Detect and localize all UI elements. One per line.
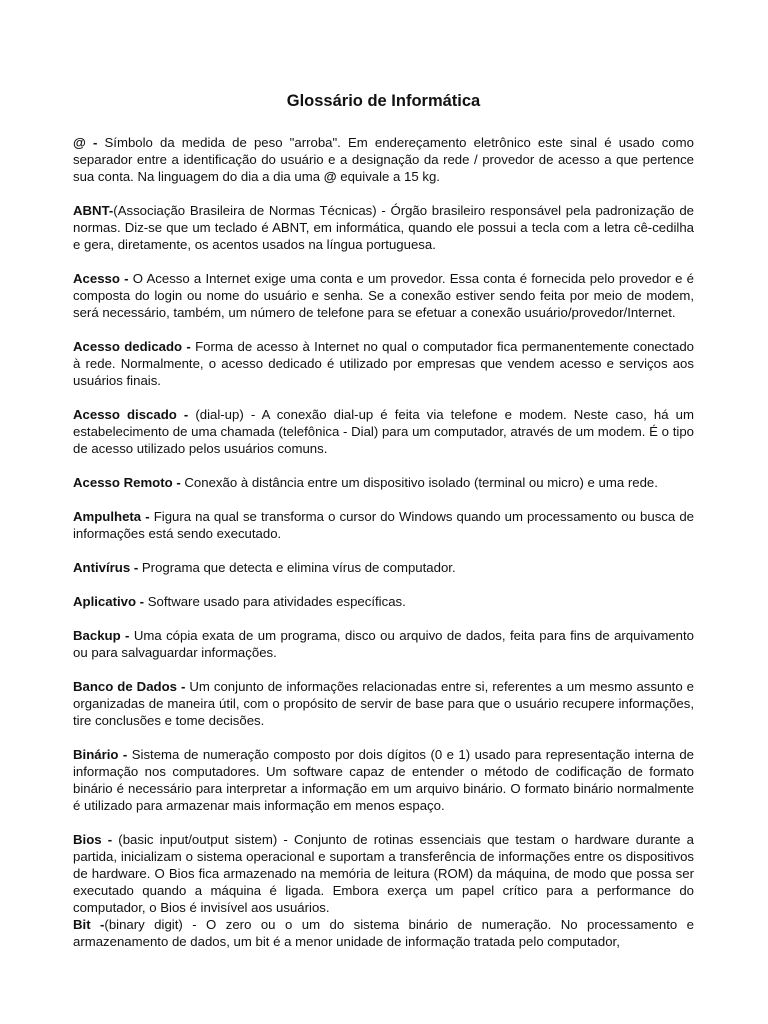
- glossary-entry-bit: [73, 916, 694, 950]
- document-page: [73, 88, 694, 950]
- glossary-entry-abnt: [73, 202, 694, 253]
- glossary-entry-acesso-remoto: [73, 474, 694, 491]
- entry-term: Acesso discado -: [73, 407, 189, 422]
- glossary-entry-arroba: [73, 134, 694, 185]
- entry-text: Símbolo da medida de peso "arroba". Em endereçamento eletrônico este sinal é usado como separador entre a identificação do usuário e a designação da rede / provedor de acesso a que pertence sua conta. Na linguagem do dia a dia uma: [73, 135, 694, 184]
- entry-text: Sistema de numeração composto por dois dígitos (0 e 1) usado para representação interna de informação nos computadores. Um software capaz de entender o método de codificação de formato binário é necessário para interpretar a informação em um arquivo binário. O formato binário normalmente é utilizado para armazenar mais informação em menos espaço.: [73, 747, 695, 813]
- entry-text-continued: equivale a 15 kg.: [336, 169, 440, 184]
- entry-text: Conexão à distância entre um dispositivo isolado (terminal ou micro) e uma rede.: [180, 475, 658, 490]
- entry-text: (binary digit) - O zero ou o um do sistema binário de numeração. No processamento e armazenamento de dados, um bit é a menor unidade de informação tratada pelo computador,: [73, 917, 694, 949]
- entry-term: Aplicativo -: [73, 594, 145, 609]
- entry-text: Uma cópia exata de um programa, disco ou arquivo de dados, feita para fins de arquivamento ou para salvaguardar informações.: [73, 628, 694, 660]
- entry-text: Forma de acesso à Internet no qual o computador fica permanentemente conectado à rede. Normalmente, o acesso dedicado é utilizado por empresas que vendem acesso e serviços aos usuários finais.: [73, 339, 694, 388]
- entry-term: Bit -: [73, 917, 105, 932]
- entry-term: Antivírus -: [73, 560, 139, 575]
- entry-text: Um conjunto de informações relacionadas entre si, referentes a um mesmo assunto e organizadas de maneira útil, com o propósito de servir de base para que o usuário recupere informações, tire conclusões e tome decisões.: [73, 679, 694, 728]
- glossary-entry-aplicativo: [73, 593, 694, 610]
- glossary-entry-backup: [73, 627, 694, 661]
- glossary-entry-acesso-dedicado: [73, 338, 694, 389]
- glossary-entry-acesso: [73, 270, 694, 321]
- entry-text: Figura na qual se transforma o cursor do Windows quando um processamento ou busca de informações está sendo executado.: [73, 509, 694, 541]
- entry-term: Ampulheta -: [73, 509, 150, 524]
- entry-text: Software usado para atividades específicas.: [144, 594, 406, 609]
- entry-text: Programa que detecta e elimina vírus de computador.: [138, 560, 456, 575]
- entry-term: Binário -: [73, 747, 128, 762]
- glossary-entry-bios: [73, 831, 694, 916]
- entry-term: Acesso -: [73, 271, 129, 286]
- glossary-entry-antivirus: [73, 559, 694, 576]
- entry-term: Banco de Dados -: [73, 679, 186, 694]
- entry-text: (Associação Brasileira de Normas Técnicas) - Órgão brasileiro responsável pela padronização de normas. Diz-se que um teclado é ABNT, em informática, quando ele possui a tecla com a letra cê-cedilha e gera, diretamente, os acentos usados na língua portuguesa.: [73, 203, 694, 252]
- entry-term: ABNT-: [73, 203, 114, 218]
- glossary-entry-acesso-discado: [73, 406, 694, 457]
- document-title: Glossário de Informática: [286, 92, 481, 110]
- entry-term: Acesso dedicado -: [73, 339, 191, 354]
- entry-term: Backup -: [73, 628, 130, 643]
- entry-term: @ -: [73, 135, 98, 150]
- entry-text: O Acesso a Internet exige uma conta e um provedor. Essa conta é fornecida pelo provedor e é composta do login ou nome do usuário e senha. Se a conexão estiver sendo feita por meio de modem, será necessário, também, um número de telefone para se efetuar a conexão usuário/provedor/Internet.: [73, 271, 695, 320]
- glossary-entry-banco-de-dados: [73, 678, 694, 729]
- entry-text: (basic input/output sistem) - Conjunto de rotinas essenciais que testam o hardware durante a partida, inicializam o sistema operacional e suportam a transferência de informações entre os dispositivos de hardware. O Bios fica armazenado na memória de leitura (ROM) da máquina, de modo que possa ser executado quando a máquina é ligada. Embora exerça um papel crítico para a performance do computador, o Bios é invisível aos usuários.: [73, 832, 694, 915]
- entry-term: Acesso Remoto -: [73, 475, 181, 490]
- glossary-entry-binario: [73, 746, 694, 814]
- glossary-entry-ampulheta: [73, 508, 694, 542]
- entry-inline-bold: @: [323, 169, 337, 184]
- entry-term: Bios -: [73, 832, 113, 847]
- entry-text: (dial-up) - A conexão dial-up é feita via telefone e modem. Neste caso, há um estabelecimento de uma chamada (telefônica - Dial) para um computador, através de um modem. É o tipo de acesso utilizado pelos usuários comuns.: [73, 407, 694, 456]
